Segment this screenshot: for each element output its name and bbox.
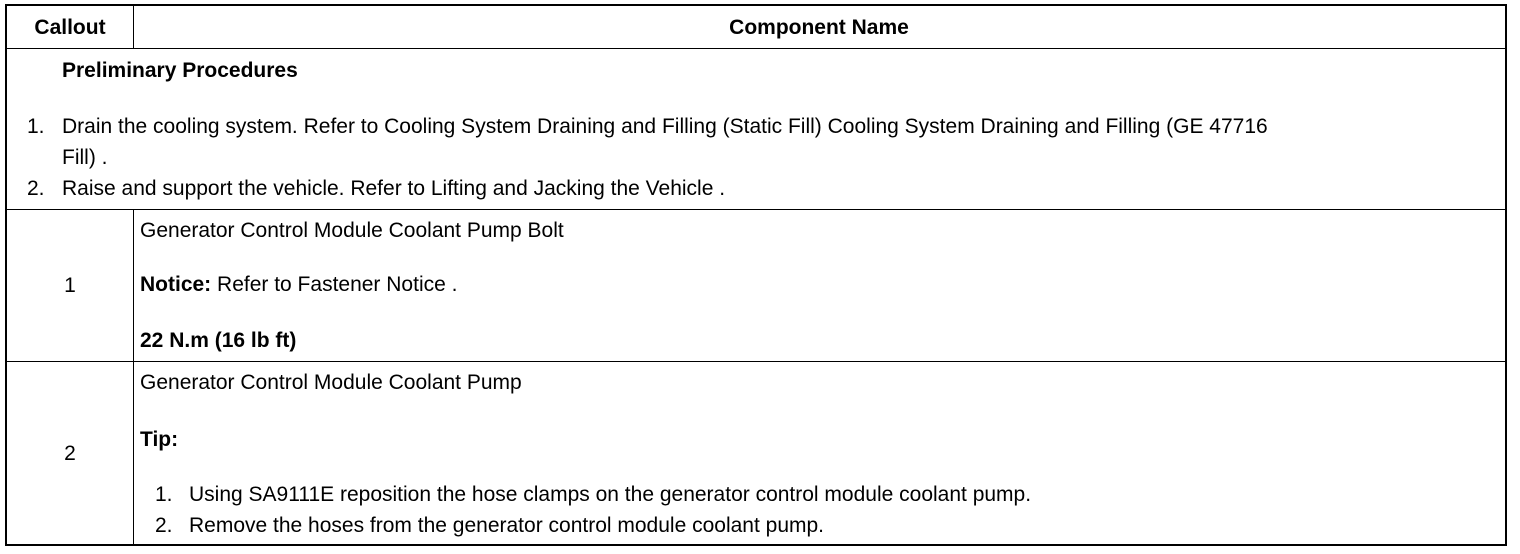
- tip-label: Tip:: [140, 428, 179, 451]
- step-number: 1.: [27, 115, 45, 138]
- row-divider: [7, 361, 1505, 362]
- torque-spec: 22 N.m (16 lb ft): [140, 329, 297, 352]
- header-component-name: Component Name: [729, 16, 909, 39]
- preliminary-heading: Preliminary Procedures: [62, 59, 298, 82]
- step-text: Drain the cooling system. Refer to Cooling System Draining and Filling (Static Fill) Cooling System Draining and Filling (GE 47716: [62, 115, 1268, 138]
- tip-step-text: Using SA9111E reposition the hose clamps on the generator control module coolant pump.: [189, 483, 1032, 506]
- column-divider: [133, 209, 134, 546]
- header-divider: [7, 48, 1505, 49]
- row-callout: 1: [64, 274, 76, 297]
- step-number: 2.: [27, 177, 45, 200]
- tip-step-number: 2.: [155, 514, 173, 537]
- notice-text: Refer to Fastener Notice .: [211, 273, 458, 296]
- notice: [140, 272, 457, 298]
- tip-step-text: Remove the hoses from the generator control module coolant pump.: [189, 514, 825, 537]
- row-callout: 2: [64, 442, 76, 465]
- header-callout: Callout: [34, 16, 106, 39]
- row-divider: [7, 209, 1505, 210]
- tip-step-number: 1.: [155, 483, 173, 506]
- step-text: Raise and support the vehicle. Refer to Lifting and Jacking the Vehicle .: [62, 177, 726, 200]
- step-text-continued: Fill) .: [62, 146, 108, 169]
- component-name: Generator Control Module Coolant Pump: [140, 371, 522, 394]
- notice-label: Notice:: [140, 273, 212, 296]
- component-name: Generator Control Module Coolant Pump Bolt: [140, 219, 564, 242]
